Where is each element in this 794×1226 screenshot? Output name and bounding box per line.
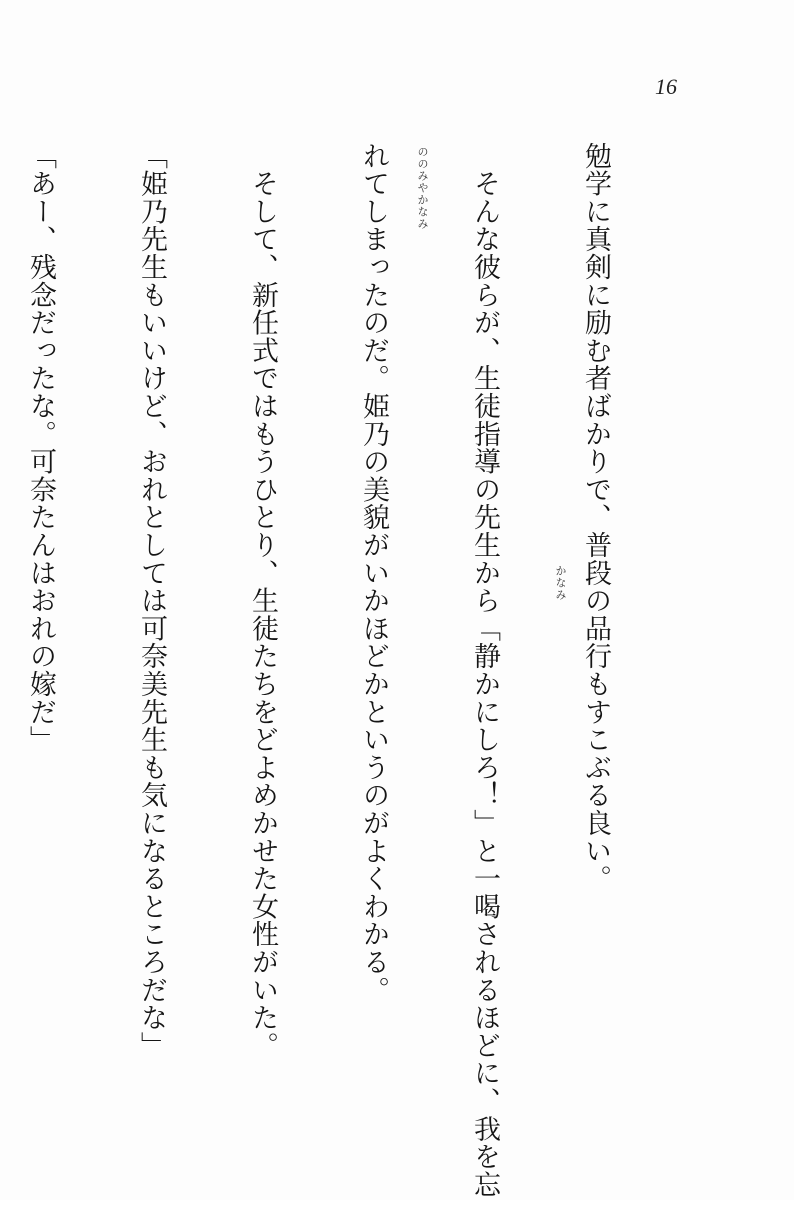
- body-text: [0, 142, 688, 1199]
- text-line: そして、新任式ではもうひとり、生徒たちをどよめかせた女性がいた。: [247, 142, 278, 1060]
- page-number: 16: [655, 74, 677, 99]
- text-line: 「あー、残念だったな。可奈たんはおれの嫁だ」: [25, 142, 56, 754]
- furigana-kanami: かなみ: [554, 565, 567, 601]
- text-line: そんな彼らが、生徒指導の先生から「静かにしろ！」と一喝されるほどに、我を忘: [469, 142, 500, 1199]
- text-line: れてしまったのだ。姫乃の美貌がいかほどかというのがよくわかる。: [358, 142, 389, 1004]
- text-line: 勉学に真剣に励む者ばかりで、普段の品行もすこぶる良い。: [580, 142, 611, 893]
- text-line: 「姫乃先生もいいけど、おれとしては可奈美先生も気になるところだな」: [136, 142, 167, 1060]
- furigana-nonomiya: ののみやかなみ: [416, 146, 429, 230]
